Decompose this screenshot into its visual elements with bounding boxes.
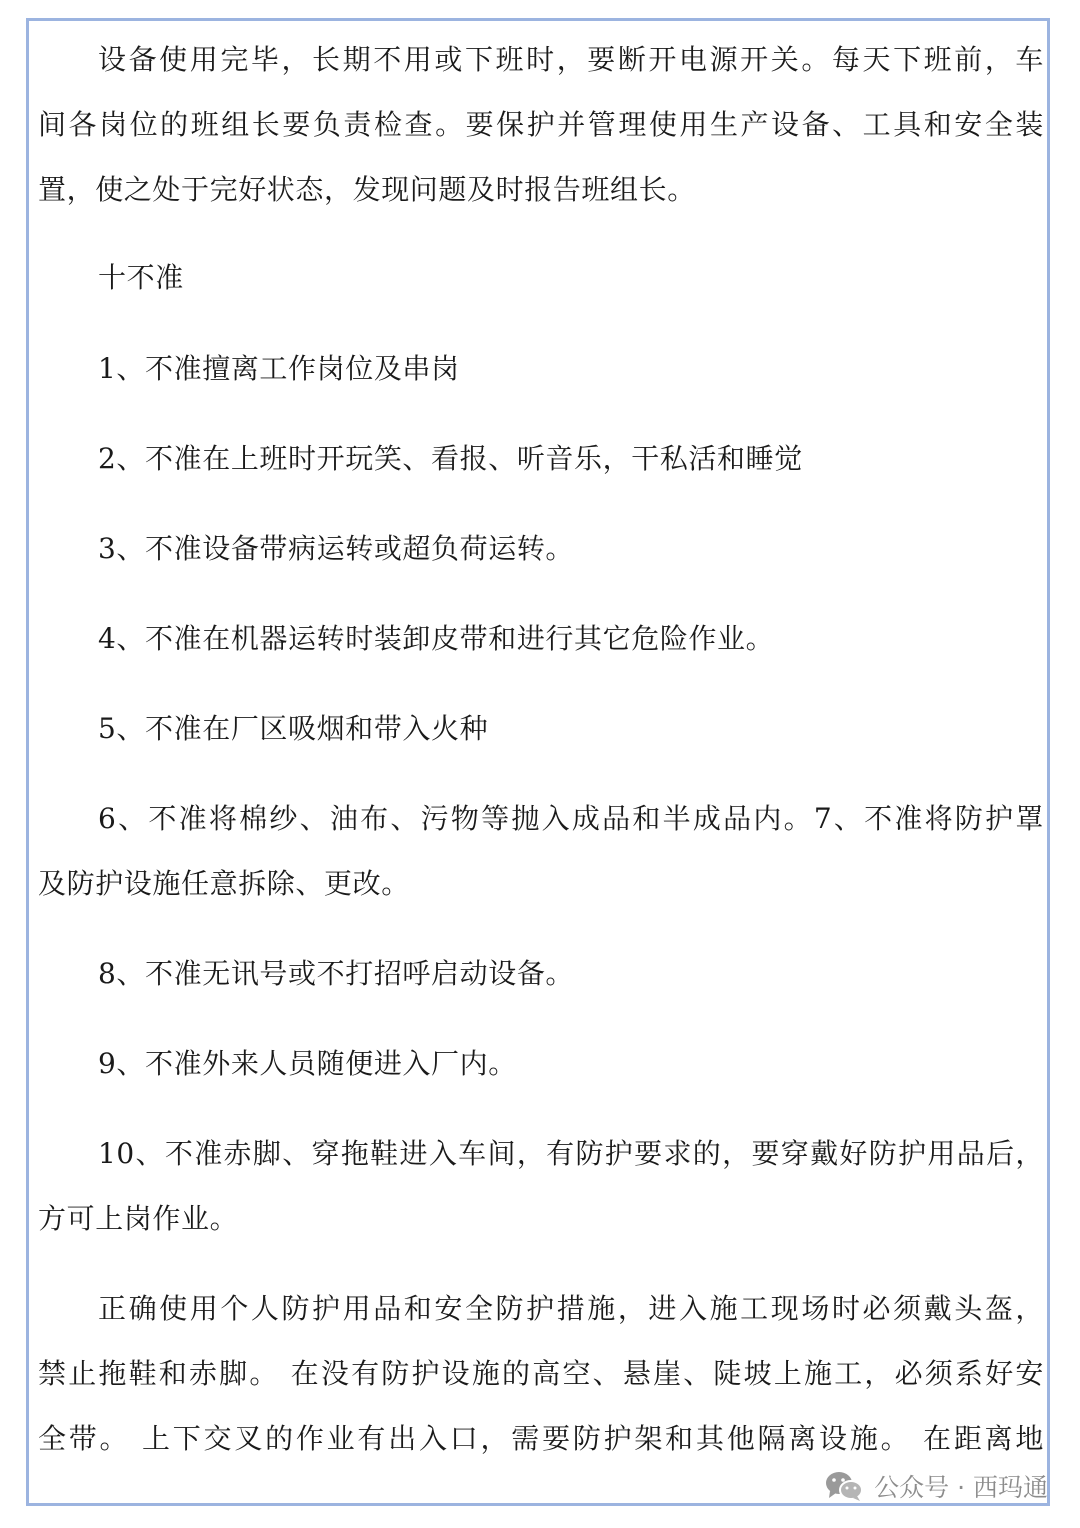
- rule-item-5: 5、不准在厂区吸烟和带入火种: [98, 712, 489, 745]
- watermark: [824, 1466, 1048, 1506]
- paragraph-2-line-3: 全带。 上下交叉的作业有出入口，需要防护架和其他隔离设施。 在距离地: [38, 1422, 1044, 1455]
- wechat-icon: [824, 1469, 864, 1503]
- rule-item-9: 9、不准外来人员随便进入厂内。: [98, 1047, 517, 1080]
- rule-item-10-line-2: 方可上岗作业。: [38, 1202, 239, 1235]
- paragraph-1-line-3: 置，使之处于完好状态，发现问题及时报告班组长。: [38, 173, 696, 206]
- paragraph-1-line-2: 间各岗位的班组长要负责检查。要保护并管理使用生产设备、工具和安全装: [38, 108, 1044, 141]
- document-frame: [26, 18, 1050, 1506]
- watermark-text: 公众号 · 西玛通: [874, 1473, 1048, 1502]
- rule-item-6-7-line-1: 6、不准将棉纱、油布、污物等抛入成品和半成品内。7、不准将防护罩: [98, 802, 1044, 835]
- rule-item-10-line-1: 10、不准赤脚、穿拖鞋进入车间，有防护要求的，要穿戴好防护用品后，: [98, 1137, 1044, 1170]
- rule-item-6-7-line-2: 及防护设施任意拆除、更改。: [38, 867, 410, 900]
- paragraph-2-line-1: 正确使用个人防护用品和安全防护措施，进入施工现场时必须戴头盔，: [98, 1292, 1044, 1325]
- rule-item-2: 2、不准在上班时开玩笑、看报、听音乐，干私活和睡觉: [98, 442, 803, 475]
- rule-item-1: 1、不准擅离工作岗位及串岗: [98, 352, 460, 385]
- paragraph-2-line-2: 禁止拖鞋和赤脚。 在没有防护设施的高空、悬崖、陡坡上施工，必须系好安: [38, 1357, 1044, 1390]
- rule-item-8: 8、不准无讯号或不打招呼启动设备。: [98, 957, 575, 990]
- rule-item-3: 3、不准设备带病运转或超负荷运转。: [98, 532, 575, 565]
- section-heading: 十不准: [98, 261, 184, 294]
- rule-item-4: 4、不准在机器运转时装卸皮带和进行其它危险作业。: [98, 622, 775, 655]
- paragraph-1-line-1: 设备使用完毕，长期不用或下班时，要断开电源开关。每天下班前，车: [98, 43, 1044, 76]
